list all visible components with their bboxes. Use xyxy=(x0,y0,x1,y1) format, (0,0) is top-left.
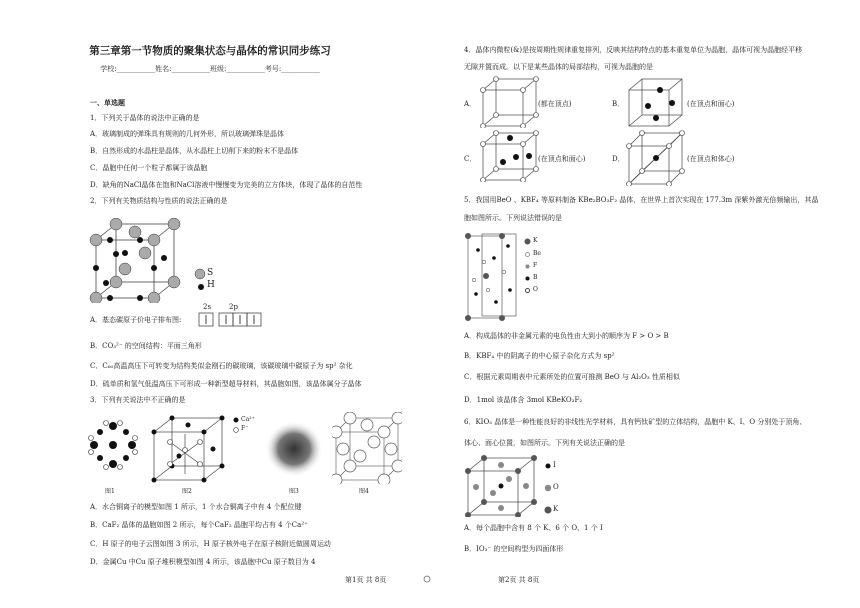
q5-stem-line2: 胞如图所示。下列说法错误的是 xyxy=(464,214,562,222)
binding-hole-icon xyxy=(423,575,431,583)
legend-s-label: S xyxy=(207,268,214,278)
q4-cell-b xyxy=(626,76,686,128)
q4-cell-a xyxy=(480,76,540,128)
q6-stem-line2: 体心、面心位置，如图所示。下列有关说法正确的是 xyxy=(464,439,625,447)
q4-stem-line1: 4．晶体内微粒(&)是按周期性规律重复排列，反映其结构特点的基本重复单位为晶胞，晶体可视为晶胞经平移 xyxy=(464,46,803,54)
q2-option-a: A．基态碳原子价电子排布图: xyxy=(90,316,182,324)
q1-stem: 1．下列关于晶体的说法中正确的是 xyxy=(90,114,200,122)
f-legend-icon xyxy=(233,427,239,433)
q5-legend-k-icon xyxy=(524,238,531,245)
q5-option-b: B．KBF₄ 中的阴离子的中心原子杂化方式为 sp² xyxy=(464,352,615,360)
orbital-2s-label: 2s xyxy=(203,303,212,311)
q6-legend-o-icon xyxy=(544,484,552,492)
q3-option-d: D．金属Cu 中Cu 原子堆积模型如图 4 所示，该晶胞中Cu 原子数目为 4 xyxy=(90,558,316,566)
q1-option-c: C．晶胞中任何一个粒子都属于该晶胞 xyxy=(90,164,208,172)
q5-stem-line1: 5．我国用BeO 、KBF₄ 等原料制备 KBe₂BO₃F₂ 晶体，在世界上首次实现在 177.3m 深紫外激光倍频输出，其晶 xyxy=(464,196,819,204)
q1-option-d: D．缺角的NaCl晶体在饱和NaCl溶液中慢慢变为完美的立方体块，体现了晶体的自范性 xyxy=(90,181,363,189)
q5-legend-k: K xyxy=(533,237,538,244)
h-atom-legend-icon xyxy=(197,283,205,291)
q6-kio3-cell xyxy=(464,455,539,517)
figure-1-caption: 图1 xyxy=(105,488,115,495)
q2-option-c: C．C₆₀高温高压下可转变为结构类似金刚石的碳玻璃，该碳玻璃中碳原子为 sp² 杂化 xyxy=(90,362,353,370)
q1-option-b: B．自然形成的水晶柱是晶体，从水晶柱上切削下来的粉末不是晶体 xyxy=(90,147,299,155)
q5-legend-o: O xyxy=(533,286,538,293)
ca-legend-icon xyxy=(233,417,239,423)
q4-note-b: (在顶点和面心) xyxy=(687,100,735,108)
q2-stem: 2．下列有关物质结构与性质的说法正确的是 xyxy=(90,197,228,205)
legend-h-label: H xyxy=(207,280,215,290)
q5-option-a: A．构成晶体的非金属元素的电负性由大到小的顺序为 F > O > B xyxy=(464,332,669,340)
q5-legend-be-icon xyxy=(525,252,530,257)
right-page xyxy=(440,0,860,608)
q6-legend-o: O xyxy=(553,483,559,491)
q4-note-a: (都在顶点) xyxy=(538,100,572,108)
q4-cell-c xyxy=(480,130,540,182)
s-atom-legend-icon xyxy=(194,268,206,280)
orbital-2p-label: 2p xyxy=(229,303,238,311)
q5-legend-o-icon xyxy=(525,288,530,293)
figure-1-hydrated-copper xyxy=(88,420,138,470)
q3-option-c: C．H 原子的电子云图如图 3 所示，H 原子核外电子在原子核附近做圆周运动 xyxy=(90,540,331,548)
figure-3-electron-cloud xyxy=(264,420,324,478)
q6-legend-i-icon xyxy=(545,463,551,469)
q5-crystal-figure xyxy=(464,232,524,324)
q4-cell-d xyxy=(626,130,686,186)
q4-option-c: C． xyxy=(464,155,477,163)
q3-stem: 3．下列有关说法中不正确的是 xyxy=(90,396,186,404)
q4-option-b: B． xyxy=(612,100,625,108)
q5-legend-b-icon xyxy=(525,276,530,281)
orbital-boxes-figure xyxy=(198,312,262,328)
q5-legend-be: Be xyxy=(533,250,541,257)
q6-legend-i: I xyxy=(553,461,556,469)
figure-4-caption: 图4 xyxy=(359,488,369,495)
q6-option-b: B．IO₃⁻ 的空间构型为四面体形 xyxy=(464,545,564,553)
figure-2-caf2-cell xyxy=(150,414,230,484)
q4-option-a: A． xyxy=(464,100,477,108)
legend-f-label: F⁻ xyxy=(241,425,249,432)
page-title: 第三章第一节物质的聚集状态与晶体的常识同步练习 xyxy=(89,45,331,57)
q3-option-a: A．水合铜离子的模型如图 1 所示，1 个水合铜离子中有 4 个配位键 xyxy=(90,503,302,511)
q6-option-a: A．每个晶胞中含有 8 个 K、6 个 O、1 个 I xyxy=(464,524,603,532)
q6-stem-line1: 6．KIO₃ 晶体是一种性能良好的非线性光学材料，具有钙钛矿型的立体结构，晶胞中 K、I、O 分别处于顶角、 xyxy=(464,418,807,426)
student-info: 学校:___________姓名:___________班级:___________考号:___________ xyxy=(100,65,320,73)
q6-legend-k-icon xyxy=(544,506,552,514)
figure-3-caption: 图3 xyxy=(289,488,299,495)
q6-legend-k: K xyxy=(553,505,559,513)
q5-legend-f: F xyxy=(533,262,538,269)
q4-note-d: (在顶点和体心) xyxy=(687,155,735,163)
figure-2-caption: 图2 xyxy=(182,488,192,495)
q4-option-d: D． xyxy=(612,155,625,163)
q5-legend-b: B xyxy=(533,274,538,281)
q5-option-c: C．根据元素周期表中元素所处的位置可推测 BeO 与 Al₂O₃ 性质相似 xyxy=(464,373,680,381)
q1-option-a: A．玻璃制成的弹珠具有规则的几何外形，所以玻璃弹珠是晶体 xyxy=(90,130,285,138)
q2-option-d: D．硫单质和氢气低温高压下可形成一种新型超导材料，其晶胞如图，该晶体属分子晶体 xyxy=(90,380,362,388)
q3-option-b: B．CaF₂ 晶体的晶胞如图 2 所示，每个CaF₂ 晶胞平均占有 4 个Ca²⁺ xyxy=(90,521,308,529)
q5-option-d: D．1mol 该晶体含 3mol KBeKO₃F₂ xyxy=(464,396,583,404)
q4-stem-line2: 无隙并置而成。以下是某些晶体的局部结构，可视为晶胞的是 xyxy=(464,63,653,71)
q5-legend-f-icon xyxy=(525,264,530,269)
section-heading: 一、单选题 xyxy=(90,98,125,107)
right-page-footer: 第2页 共 8页 xyxy=(498,576,540,584)
q4-note-c: (在顶点和面心) xyxy=(538,155,586,163)
figure-4-cu-cell xyxy=(332,412,402,484)
left-page xyxy=(0,0,420,608)
q2-option-b: B．CO₃²⁻ 的空间结构：平面三角形 xyxy=(90,342,202,350)
left-page-footer: 第1页 共 8页 xyxy=(345,576,387,584)
legend-ca-label: Ca²⁺ xyxy=(241,416,255,423)
h2s-cell-figure xyxy=(88,218,183,303)
